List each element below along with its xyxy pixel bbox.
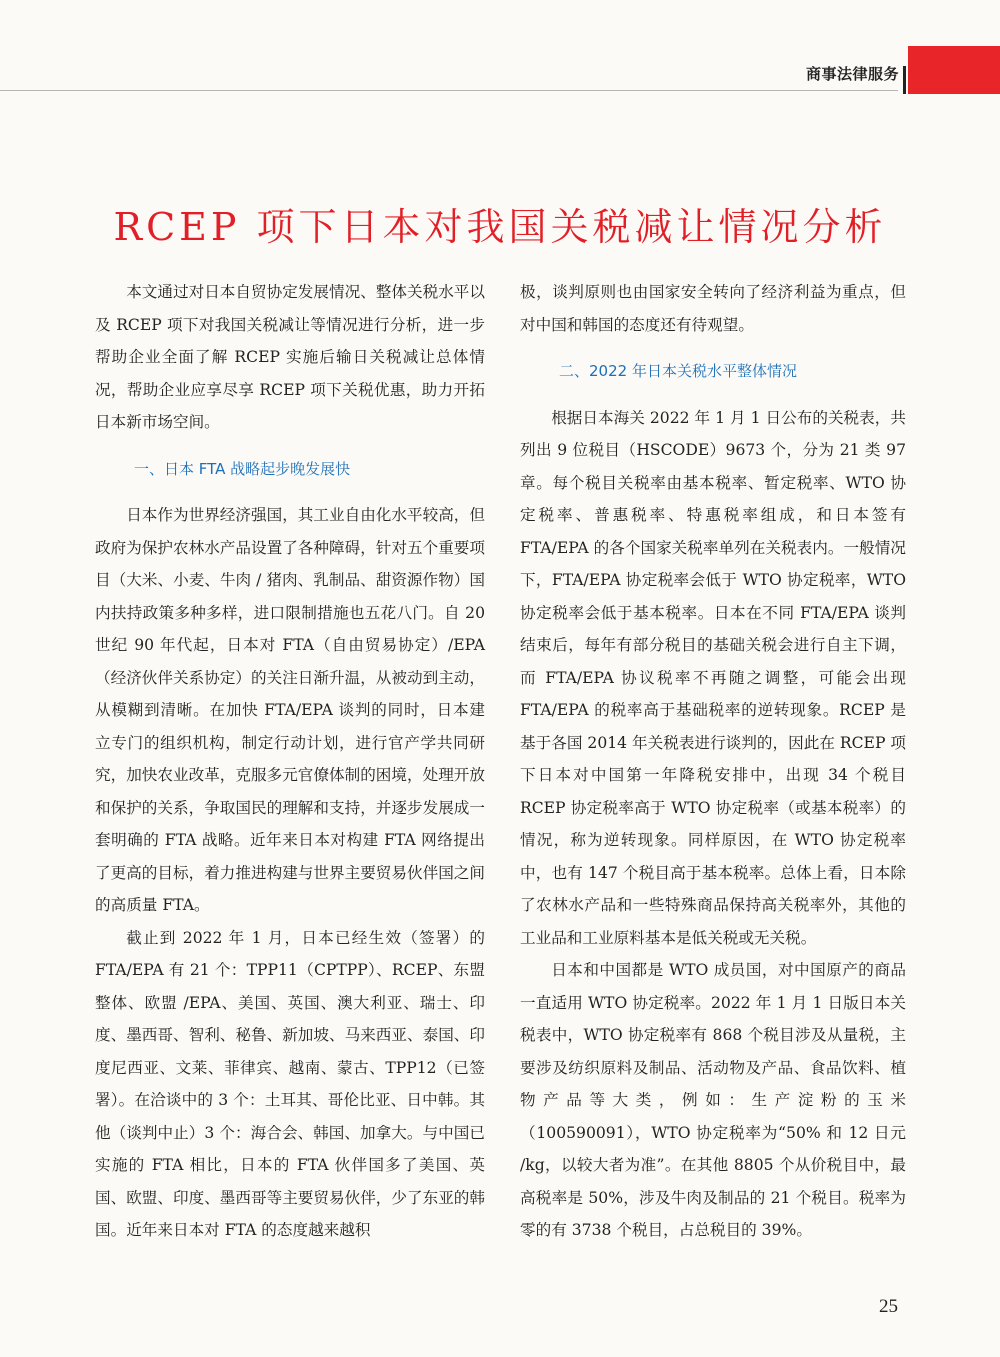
header-divider xyxy=(903,66,906,94)
article-title: RCEP 项下日本对我国关税减让情况分析 xyxy=(113,205,887,249)
header-rule xyxy=(0,52,898,91)
body-paragraph: 日本作为世界经济强国，其工业自由化水平较高，但政府为保护农林水产品设置了各种障碍，针对五个重要项目（大米、小麦、牛肉 / 猪肉、乳制品、甜资源作物）国内扶持政策多种多样，进口限制措施也五花八门。自 20 世纪 90 年代起，日本对 FTA（自由贸易协定）/EPA（经济伙伴关系协定）的关注日渐升温，从被动到主动，从模糊到清晰。在加快 FTA/EPA 谈判的同时，日本建立专门的组织机构，制定行动计划，进行官产学共同研究，加快农业改革，克服多元官僚体制的困境，处理开放和保护的关系，争取国民的理解和支持，并逐步发展成一套明确的 FTA 战略。近年来日本对构建 FTA 网络提出了更高的目标，着力推进构建与世界主要贸易伙伴国之间的高质量 FTA。 xyxy=(95,506,485,914)
intro-paragraph: 本文通过对日本自贸协定发展情况、整体关税水平以及 RCEP 项下对我国关税减让等情况进行分析，进一步帮助企业全面了解 RCEP 实施后输日关税减让总体情况，帮助企业应享尽享 RCEP 项下关税优惠，助力开拓日本新市场空间。 xyxy=(95,283,485,431)
body-paragraph-continued: 极，谈判原则也由国家安全转向了经济利益为重点，但对中国和韩国的态度还有待观望。 xyxy=(520,283,906,334)
header-red-tab xyxy=(908,46,1000,94)
section-heading-2: 二、2022 年日本关税水平整体情况 xyxy=(559,362,797,380)
body-paragraph: 截止到 2022 年 1 月，日本已经生效（签署）的 FTA/EPA 有 21 个：TPP11（CPTPP）、RCEP、东盟整体、欧盟 /EPA、美国、英国、澳大利亚、瑞士、印度、墨西哥、智利、秘鲁、新加坡、马来西亚、泰国、印度尼西亚、文莱、菲律宾、越南、蒙古、TPP12（已签署）。在洽谈中的 3 个：土耳其、哥伦比亚、日中韩。其他（谈判中止）3 个：海合会、韩国、加拿大。与中国已实施的 FTA 相比，日本的 FTA 伙伴国多了美国、英国、欧盟、印度、墨西哥等主要贸易伙伴，少了东亚的韩国。近年来日本对 FTA 的态度越来越积 xyxy=(95,928,485,1239)
body-paragraph: 根据日本海关 2022 年 1 月 1 日公布的关税表，共列出 9 位税目（HSCODE）9673 个，分为 21 类 97 章。每个税目关税率由基本税率、暂定税率、WTO 协定税率、普惠税率、特惠税率组成，和日本签有 FTA/EPA 的各个国家关税率单列在关税表内。一般情况下，FTA/EPA 协定税率会低于 WTO 协定税率，WTO 协定税率会低于基本税率。日本在不同 FTA/EPA 谈判结束后，每年有部分税目的基础关税会进行自主下调，而 FTA/EPA 协议税率不再随之调整，可能会出现 FTA/EPA 的税率高于基础税率的逆转现象。RCEP 是基于各国 2014 年关税表进行谈判的，因此在 RCEP 项下日本对中国第一年降税安排中，出现 34 个税目 RCEP 协定税率高于 WTO 协定税率（或基本税率）的情况，称为逆转现象。同样原因，在 WTO 协定税率中，也有 147 个税目高于基本税率。总体上看，日本除了农林水产品和一些特殊商品保持高关税率外，其他的工业品和工业原料基本是低关税或无关税。 xyxy=(520,408,906,947)
section-label: 商事法律服务 xyxy=(806,65,900,83)
right-column xyxy=(520,276,906,1247)
section-heading-1: 一、日本 FTA 战略起步晚发展快 xyxy=(134,459,351,478)
body-paragraph: 日本和中国都是 WTO 成员国，对中国原产的商品一直适用 WTO 协定税率。2022 年 1 月 1 日版日本关税表中，WTO 协定税率有 868 个税目涉及从量税，主要涉及纺织原料及制品、活动物及产品、食品饮料、植物产品等大类，例如：生产淀粉的玉米（100590091），WTO 协定税率为“50% 和 12 日元 /kg，以较大者为准”。在其他 8805 个从价税目中，最高税率是 50%，涉及牛肉及制品的 21 个税目。税率为零的有 3738 个税目，占总税目的 39%。 xyxy=(520,961,906,1239)
left-column xyxy=(95,276,485,1247)
page-number: 25 xyxy=(879,1296,898,1317)
